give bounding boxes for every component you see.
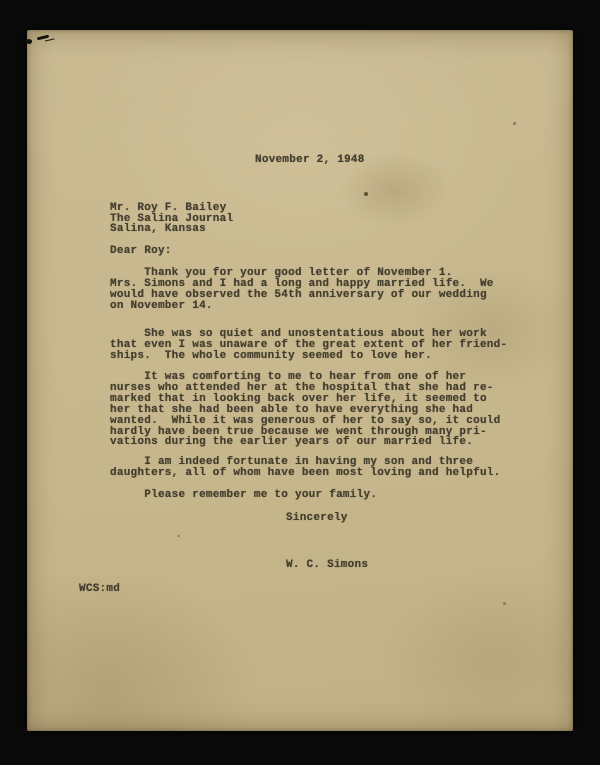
letter-line: daughters, all of whom have been most loving and helpful. xyxy=(110,466,501,479)
paragraph-1 xyxy=(110,268,494,312)
letter-date: November 2, 1948 xyxy=(255,154,365,166)
recipient-address xyxy=(110,203,233,235)
letter-line: wanted. While it was generous of her to say so, it could xyxy=(110,414,501,427)
paper-speck xyxy=(177,535,180,537)
paper-speck xyxy=(513,122,516,125)
salutation: Dear Roy: xyxy=(110,245,172,257)
paragraph-5 xyxy=(110,490,377,501)
paragraph-3 xyxy=(110,372,501,448)
paragraph-4 xyxy=(110,457,501,479)
letter-line: vations during the earlier years of our married life. xyxy=(110,436,474,449)
letter-line: The Salina Journal xyxy=(110,212,234,225)
letter-line: on November 14. xyxy=(110,299,213,312)
paragraph-2 xyxy=(110,329,507,362)
letter-line: She was so quiet and unostentatious about her work xyxy=(110,328,487,340)
letter-line: Please remember me to your family. xyxy=(110,489,378,501)
letter-line: It was comforting to me to hear from one of her xyxy=(110,371,467,383)
letter-line: her that she had been able to have everything she had xyxy=(110,403,474,416)
letter-line: that even I was unaware of the great extent of her friend- xyxy=(110,338,508,351)
letter-line: I am indeed fortunate in having my son and three xyxy=(110,456,474,468)
letter-line: Mrs. Simons and I had a long and happy married life. We xyxy=(110,277,494,290)
letter-line: nurses who attended her at the hospital that she had re- xyxy=(110,381,494,394)
signature-name: W. C. Simons xyxy=(286,559,369,571)
closing: Sincerely xyxy=(286,512,348,524)
paper-speck xyxy=(364,192,368,196)
typist-reference: WCS:md xyxy=(79,583,121,595)
paper-speck xyxy=(503,602,506,605)
letter-line: Thank you for your good letter of November 1. xyxy=(110,267,453,279)
letter-line: Salina, Kansas xyxy=(110,223,206,236)
letter-line: ships. The whole community seemed to love her. xyxy=(110,349,433,362)
letter-line: Mr. Roy F. Bailey xyxy=(110,202,227,214)
letter-line: would have observed the 54th anniversary of our wedding xyxy=(110,288,487,301)
letter-line: hardly have been true because we went through many pri- xyxy=(110,425,487,438)
letter-line: marked that in looking back over her life, it seemed to xyxy=(110,392,487,405)
